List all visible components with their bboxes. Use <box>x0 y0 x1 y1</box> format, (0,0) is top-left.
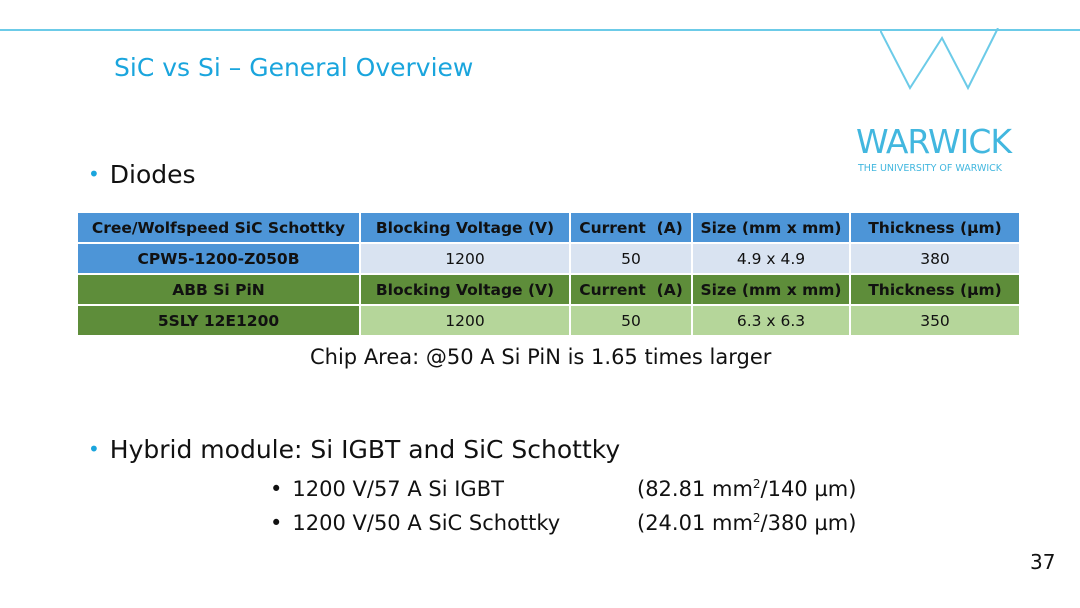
sub-bullet-dot: • <box>270 477 283 501</box>
diodes-comparison-table <box>78 213 1021 337</box>
table-cell: 380 <box>850 243 1020 274</box>
spec-superscript: 2 <box>752 477 761 491</box>
warwick-chevron-icon <box>880 28 1010 92</box>
bullet-dot: • <box>88 437 100 461</box>
device-spec <box>637 477 856 501</box>
bullet-hybrid <box>88 435 620 464</box>
table-row-si-data <box>78 305 1020 336</box>
table-cell: ABB Si PiN <box>78 274 360 305</box>
table-cell: 5SLY 12E1200 <box>78 305 360 336</box>
spec-superscript: 2 <box>752 511 761 525</box>
table-cell: 1200 <box>360 305 570 336</box>
table-cell: 350 <box>850 305 1020 336</box>
table-row-sic-data <box>78 243 1020 274</box>
device-spec <box>637 511 856 535</box>
table-cell: Current (A) <box>570 213 692 243</box>
slide-title: SiC vs Si – General Overview <box>114 53 474 82</box>
logo-wordmark: WARWICK <box>856 122 1012 161</box>
table-cell: Size (mm x mm) <box>692 274 850 305</box>
warwick-logo <box>850 28 1040 174</box>
table-cell: 6.3 x 6.3 <box>692 305 850 336</box>
table-cell: 50 <box>570 243 692 274</box>
device-label: 1200 V/57 A Si IGBT <box>292 477 504 501</box>
table-cell: CPW5-1200-Z050B <box>78 243 360 274</box>
device-label: 1200 V/50 A SiC Schottky <box>292 511 561 535</box>
table-cell: Blocking Voltage (V) <box>360 274 570 305</box>
bullet-diodes-text: Diodes <box>109 160 196 189</box>
logo-subtitle: THE UNIVERSITY OF WARWICK <box>858 163 1002 174</box>
table-row-si-header <box>78 274 1020 305</box>
table-cell: Thickness (µm) <box>850 274 1020 305</box>
table-cell: 50 <box>570 305 692 336</box>
table-cell: Blocking Voltage (V) <box>360 213 570 243</box>
bullet-hybrid-text: Hybrid module: Si IGBT and SiC Schottky <box>109 435 621 464</box>
spec-thickness: /140 µm) <box>760 477 857 501</box>
spec-thickness: /380 µm) <box>760 511 857 535</box>
sub-bullet-dot: • <box>270 511 283 535</box>
sub-bullet-schottky <box>270 511 560 535</box>
table-cell: 1200 <box>360 243 570 274</box>
spec-area: (82.81 mm <box>637 477 753 501</box>
chip-area-note: Chip Area: @50 A Si PiN is 1.65 times larger <box>310 345 772 369</box>
spec-area: (24.01 mm <box>637 511 753 535</box>
table-row-sic-header <box>78 213 1020 243</box>
table-cell: Current (A) <box>570 274 692 305</box>
bullet-diodes <box>88 160 196 189</box>
table-cell: Thickness (µm) <box>850 213 1020 243</box>
bullet-dot: • <box>88 162 100 186</box>
sub-bullet-igbt <box>270 477 504 501</box>
table-cell: Cree/Wolfspeed SiC Schottky <box>78 213 360 243</box>
table-cell: Size (mm x mm) <box>692 213 850 243</box>
table-cell: 4.9 x 4.9 <box>692 243 850 274</box>
page-number: 37 <box>1030 550 1056 574</box>
